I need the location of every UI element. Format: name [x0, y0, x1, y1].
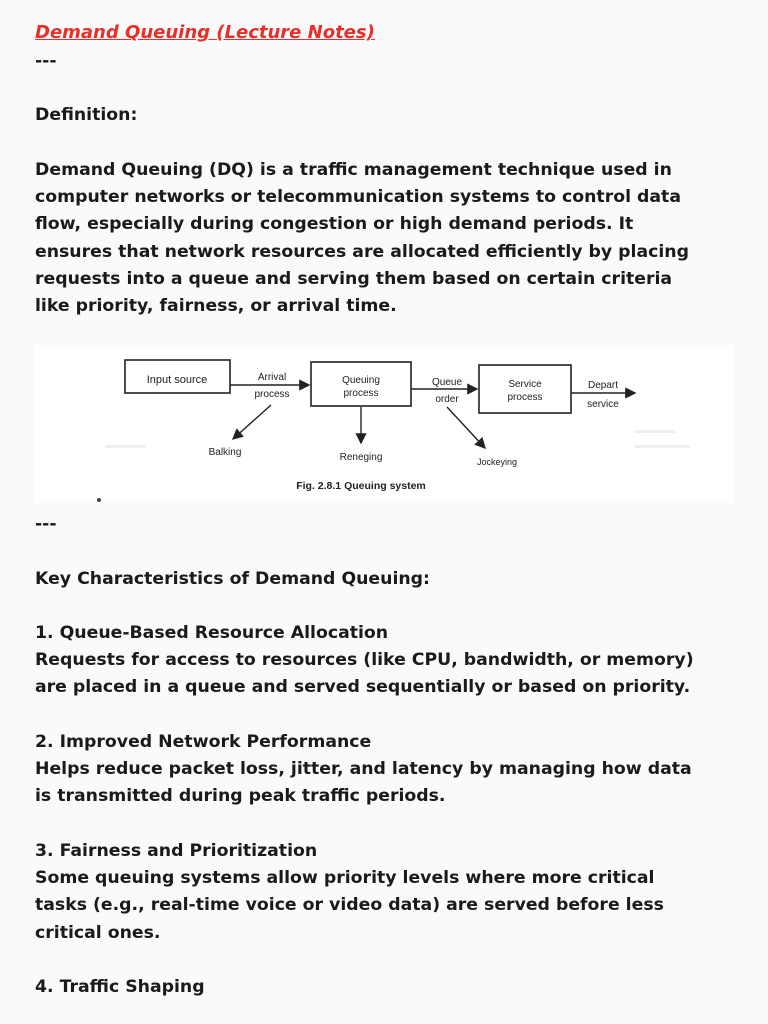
scan-smudge — [635, 445, 690, 448]
balking-label: Balking — [208, 447, 242, 458]
text-line: flow, especially during congestion or high demand periods. It — [35, 214, 634, 235]
figure-caption: Fig. 2.8.1 Queuing system — [296, 480, 426, 492]
separator: --- — [35, 51, 57, 71]
list-item — [35, 620, 735, 702]
text-line: Some queuing systems allow priority levels where more critical — [35, 868, 655, 889]
list-item — [35, 838, 735, 947]
queuing-label: Queuing — [342, 375, 380, 386]
item-heading: 4. Traffic Shaping — [35, 977, 205, 997]
text-line: tasks (e.g., real-time voice or video data) are served before less — [35, 895, 664, 916]
list-item — [35, 974, 735, 1001]
separator: --- — [35, 514, 57, 534]
text-line: are placed in a queue and served sequentially or based on priority. — [35, 677, 691, 698]
item-heading: 3. Fairness and Prioritization — [35, 841, 318, 861]
scan-smudge — [635, 430, 675, 433]
queuing-diagram — [35, 345, 735, 503]
service-label: Service — [508, 379, 542, 390]
text-line: critical ones. — [35, 922, 161, 943]
service-process-label: process — [507, 392, 543, 403]
depart-label: Depart — [587, 380, 619, 391]
text-line: like priority, fairness, or arrival time. — [35, 296, 397, 317]
item-heading: 1. Queue-Based Resource Allocation — [35, 623, 389, 643]
text-line: requests into a queue and serving them based on certain criteria — [35, 268, 673, 289]
text-line: ensures that network resources are allocated efficiently by placing — [35, 241, 689, 262]
text-line: Requests for access to resources (like CPU, bandwidth, or memory) — [35, 650, 694, 671]
item-heading: 2. Improved Network Performance — [35, 732, 372, 752]
jockeying-label: Jockeying — [476, 457, 518, 467]
definition-paragraph — [35, 157, 735, 320]
balking-arrow — [233, 405, 271, 439]
input-source-label: Input source — [146, 374, 208, 386]
queuing-system-figure — [35, 345, 735, 503]
scan-smudge — [105, 445, 145, 448]
queue-label: Queue — [431, 377, 463, 388]
document-title: Demand Queuing (Lecture Notes) — [35, 22, 375, 43]
list-item — [35, 729, 735, 811]
arrival-label: Arrival — [257, 372, 287, 383]
bullet-artifact — [97, 498, 101, 502]
text-line: Helps reduce packet loss, jitter, and latency by managing how data — [35, 759, 692, 780]
reneging-label: Reneging — [339, 452, 383, 463]
text-line: computer networks or telecommunication systems to control data — [35, 187, 681, 208]
arrival-process-label: process — [254, 389, 290, 400]
definition-heading: Definition: — [35, 105, 138, 125]
text-line: Demand Queuing (DQ) is a traffic management technique used in — [35, 160, 672, 180]
process-label: process — [343, 388, 379, 399]
text-line: is transmitted during peak traffic periods. — [35, 786, 446, 807]
order-label: order — [435, 394, 459, 405]
key-characteristics-heading: Key Characteristics of Demand Queuing: — [35, 569, 430, 589]
depart-service-label: service — [587, 399, 619, 410]
